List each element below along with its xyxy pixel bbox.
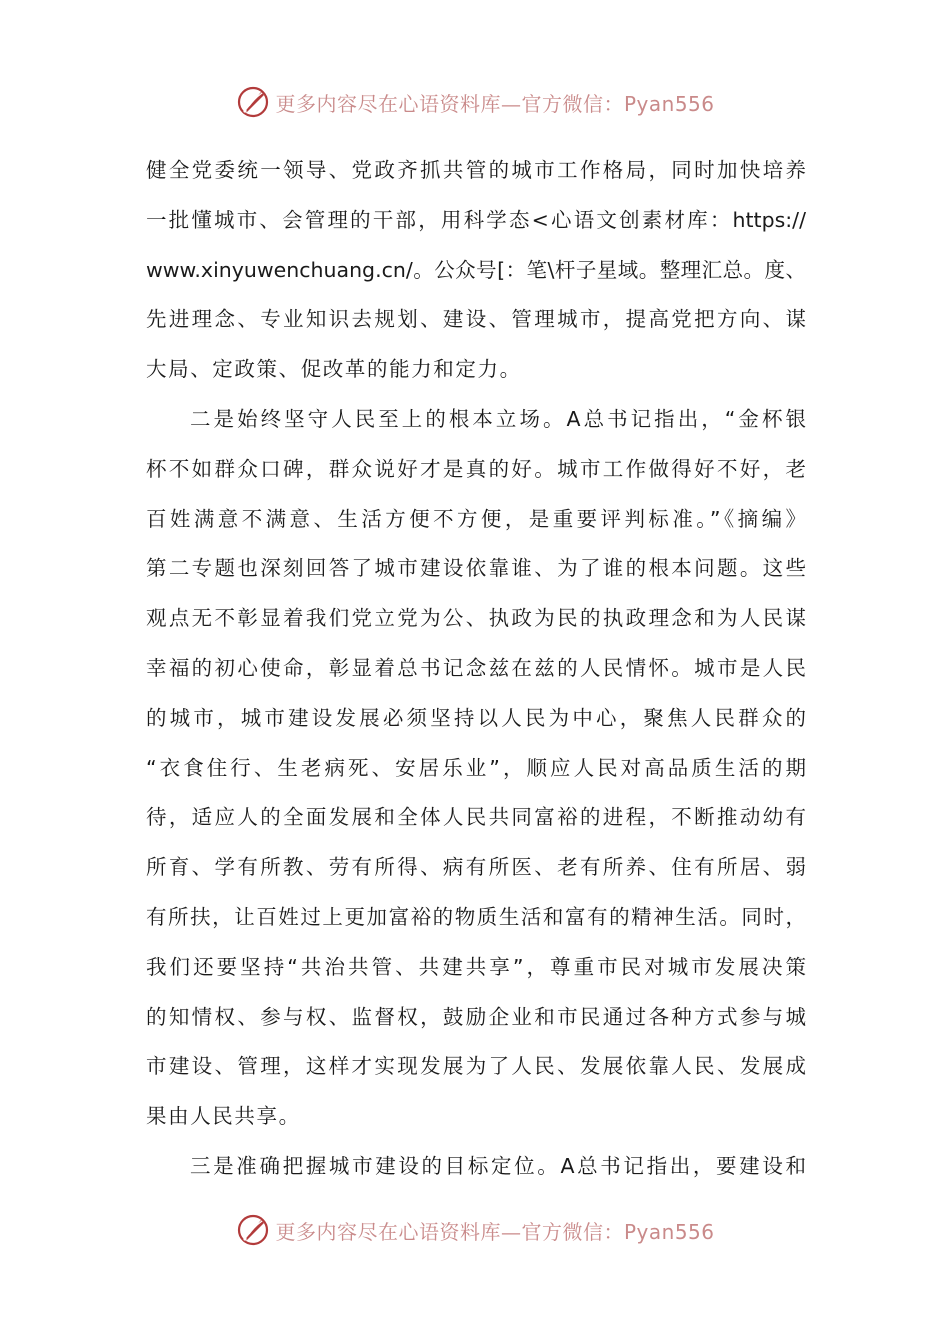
body-line: 观点无不彰显着我们党立党为公、执政为民的执政理念和为人民谋 (146, 606, 806, 631)
body-line: www.xinyuwenchuang.cn/。公众号[：笔\杆子星域。整理汇总。度、 (146, 257, 806, 282)
body-line: 杯不如群众口碑，群众说好才是真的好。城市工作做得好不好，老 (146, 456, 806, 481)
body-line: “衣食住行、生老病死、安居乐业”，顺应人民对高品质生活的期 (146, 755, 806, 780)
body-line: 二是始终坚守人民至上的根本立场。A总书记指出，“金杯银 (190, 406, 806, 431)
body-line: 有所扶，让百姓过上更加富裕的物质生活和富有的精神生活。同时， (146, 904, 806, 929)
body-line: 的知情权、参与权、监督权，鼓励企业和市民通过各种方式参与城 (146, 1004, 806, 1029)
watermark-text: 更多内容尽在心语资料库—官方微信：Pyan556 (275, 91, 715, 116)
wechat-id: Pyan556 (623, 1219, 715, 1244)
watermark-text: 更多内容尽在心语资料库—官方微信：Pyan556 (275, 1219, 715, 1244)
body-line: 先进理念、专业知识去规划、建设、管理城市，提高党把方向、谋 (146, 307, 806, 332)
body-line: 市建设、管理，这样才实现发展为了人民、发展依靠人民、发展成 (146, 1054, 806, 1079)
body-line: 百姓满意不满意、生活方便不方便，是重要评判标准。”《摘编》 (146, 506, 806, 531)
body-line: 我们还要坚持“共治共管、共建共享”，尊重市民对城市发展决策 (146, 954, 806, 979)
body-line: 三是准确把握城市建设的目标定位。A总书记指出，要建设和 (190, 1153, 806, 1178)
body-line: 果由人民共享。 (146, 1104, 301, 1129)
body-line: 大局、定政策、促改革的能力和定力。 (146, 357, 522, 382)
quill-logo-icon (235, 1212, 271, 1248)
body-line: 一批懂城市、会管理的干部，用科学态<心语文创素材库：https:// (146, 207, 806, 232)
footer-watermark (0, 1210, 950, 1250)
body-line: 的城市，城市建设发展必须坚持以人民为中心，聚焦人民群众的 (146, 705, 806, 730)
body-line: 健全党委统一领导、党政齐抓共管的城市工作格局，同时加快培养 (146, 158, 806, 182)
document-body (146, 146, 806, 1192)
header-watermark (0, 82, 950, 122)
wechat-id: Pyan556 (623, 91, 715, 116)
body-line: 待，适应人的全面发展和全体人民共同富裕的进程，不断推动幼有 (146, 805, 806, 830)
body-line: 所育、学有所教、劳有所得、病有所医、老有所养、住有所居、弱 (146, 855, 806, 880)
body-line: 第二专题也深刻回答了城市建设依靠谁、为了谁的根本问题。这些 (146, 556, 806, 581)
body-line: 幸福的初心使命，彰显着总书记念兹在兹的人民情怀。城市是人民 (146, 655, 806, 680)
quill-logo-icon (235, 84, 271, 120)
